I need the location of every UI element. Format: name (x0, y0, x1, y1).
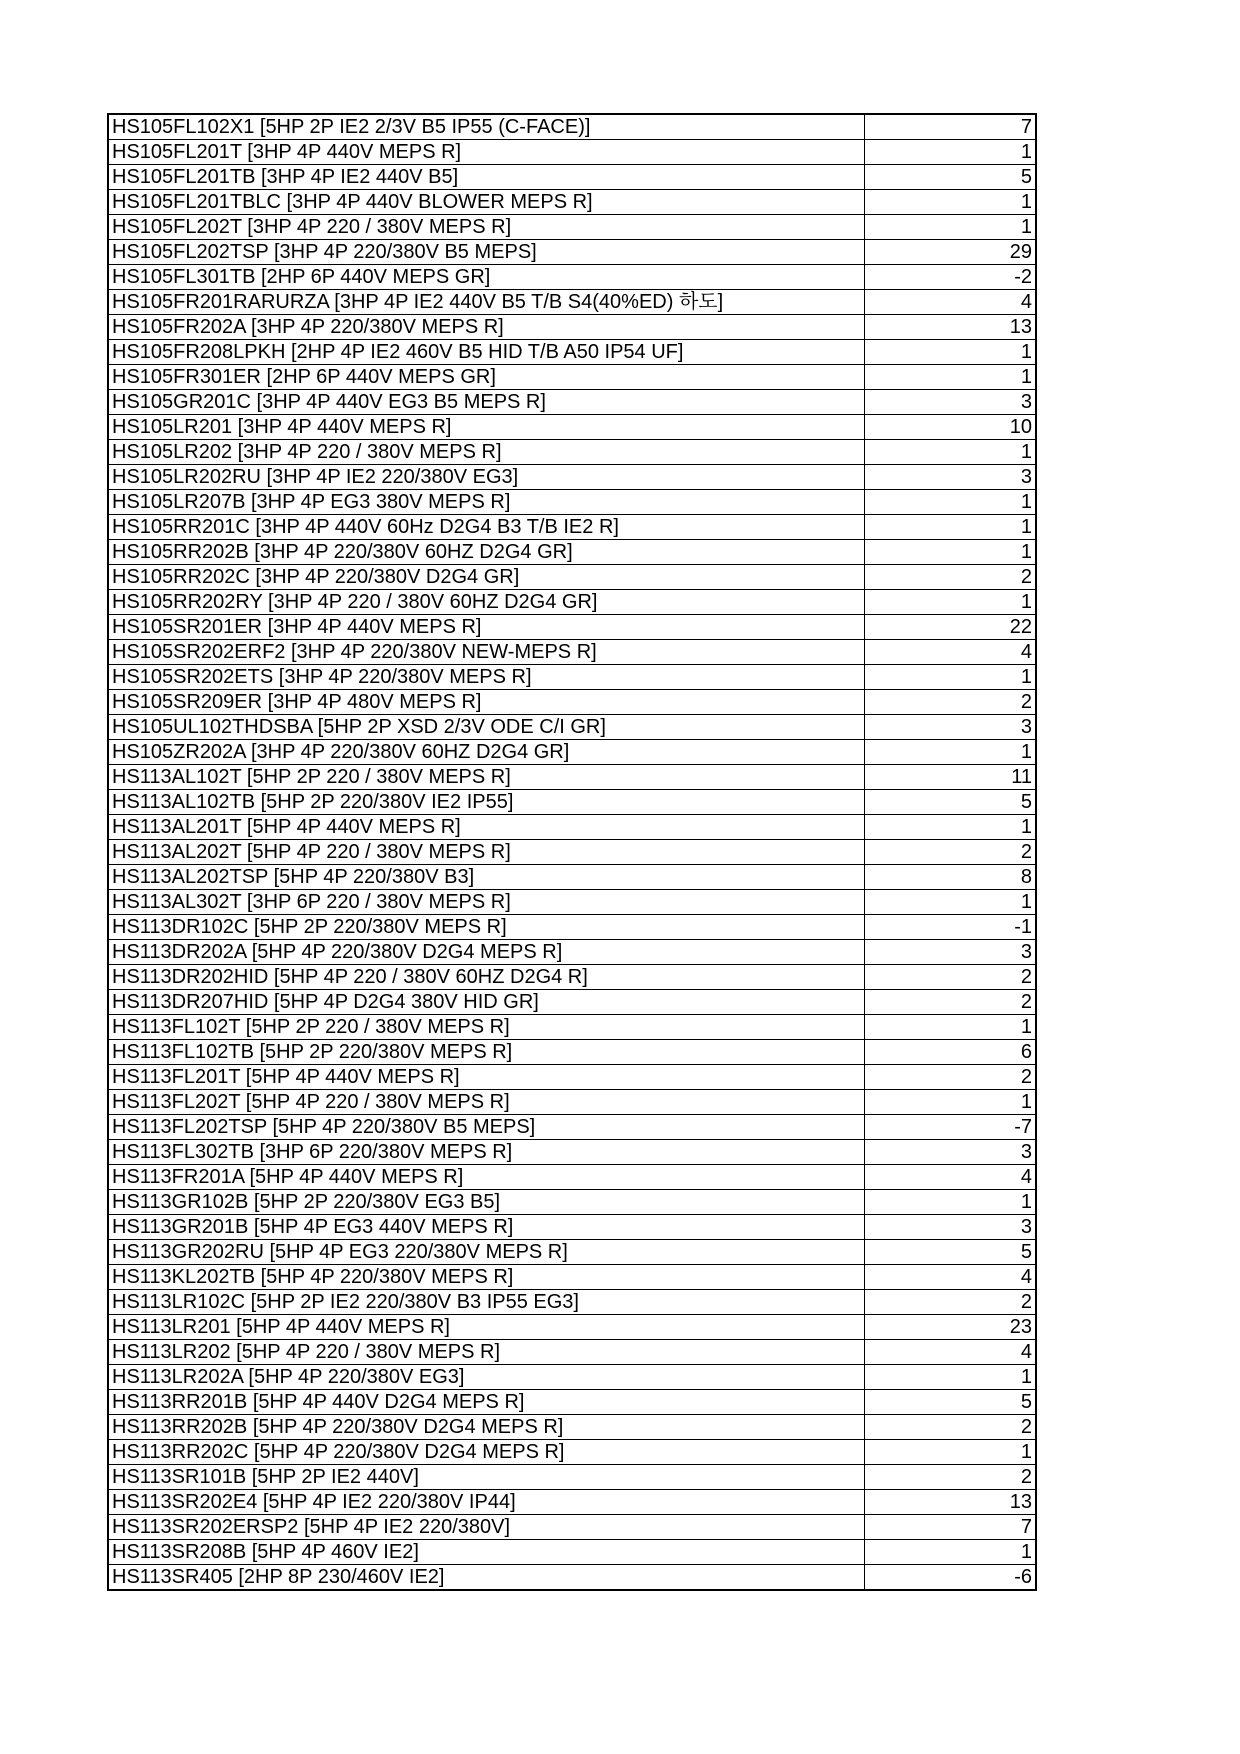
table-row (108, 1065, 1036, 1090)
table-row (108, 340, 1036, 365)
quantity-cell: 1 (864, 1540, 1036, 1565)
item-description-cell: HS113SR202E4 [5HP 4P IE2 220/380V IP44] (108, 1490, 864, 1515)
item-description-cell: HS113DR202A [5HP 4P 220/380V D2G4 MEPS R] (108, 940, 864, 965)
table-row (108, 640, 1036, 665)
item-description-cell: HS105SR209ER [3HP 4P 480V MEPS R] (108, 690, 864, 715)
quantity-cell: 2 (864, 840, 1036, 865)
quantity-cell: 3 (864, 715, 1036, 740)
table-row (108, 1565, 1036, 1591)
item-description-cell: HS113AL202TSP [5HP 4P 220/380V B3] (108, 865, 864, 890)
item-description-cell: HS113AL102TB [5HP 2P 220/380V IE2 IP55] (108, 790, 864, 815)
item-description-cell: HS113SR405 [2HP 8P 230/460V IE2] (108, 1565, 864, 1591)
table-row (108, 315, 1036, 340)
item-description-cell: HS113FL102TB [5HP 2P 220/380V MEPS R] (108, 1040, 864, 1065)
quantity-cell: -7 (864, 1115, 1036, 1140)
table-row (108, 265, 1036, 290)
quantity-cell: 2 (864, 1465, 1036, 1490)
item-description-cell: HS113AL302T [3HP 6P 220 / 380V MEPS R] (108, 890, 864, 915)
quantity-cell: 5 (864, 1390, 1036, 1415)
item-description-cell: HS105SR201ER [3HP 4P 440V MEPS R] (108, 615, 864, 640)
item-description-cell: HS113DR207HID [5HP 4P D2G4 380V HID GR] (108, 990, 864, 1015)
quantity-cell: 11 (864, 765, 1036, 790)
item-description-cell: HS113FL201T [5HP 4P 440V MEPS R] (108, 1065, 864, 1090)
item-description-cell: HS105FL201T [3HP 4P 440V MEPS R] (108, 140, 864, 165)
quantity-cell: 1 (864, 1090, 1036, 1115)
item-description-cell: HS113SR101B [5HP 2P IE2 440V] (108, 1465, 864, 1490)
item-description-cell: HS113LR202 [5HP 4P 220 / 380V MEPS R] (108, 1340, 864, 1365)
item-description-cell: HS113AL201T [5HP 4P 440V MEPS R] (108, 815, 864, 840)
quantity-cell: 2 (864, 1290, 1036, 1315)
item-description-cell: HS105FR208LPKH [2HP 4P IE2 460V B5 HID T/B A50 IP54 UF] (108, 340, 864, 365)
table-row (108, 1440, 1036, 1465)
item-description-cell: HS113GR202RU [5HP 4P EG3 220/380V MEPS R] (108, 1240, 864, 1265)
table-row (108, 1265, 1036, 1290)
table-row (108, 190, 1036, 215)
item-description-cell: HS105FL201TB [3HP 4P IE2 440V B5] (108, 165, 864, 190)
quantity-cell: 2 (864, 565, 1036, 590)
table-row (108, 465, 1036, 490)
table-row (108, 1415, 1036, 1440)
quantity-cell: 4 (864, 1265, 1036, 1290)
table-row (108, 940, 1036, 965)
table-row (108, 1090, 1036, 1115)
item-description-cell: HS105RR201C [3HP 4P 440V 60Hz D2G4 B3 T/B IE2 R] (108, 515, 864, 540)
table-row (108, 140, 1036, 165)
item-description-cell: HS113FL302TB [3HP 6P 220/380V MEPS R] (108, 1140, 864, 1165)
table-row (108, 365, 1036, 390)
item-description-cell: HS113KL202TB [5HP 4P 220/380V MEPS R] (108, 1265, 864, 1290)
item-description-cell: HS105FR301ER [2HP 6P 440V MEPS GR] (108, 365, 864, 390)
item-description-cell: HS113FR201A [5HP 4P 440V MEPS R] (108, 1165, 864, 1190)
quantity-cell: 2 (864, 1065, 1036, 1090)
table-row (108, 1515, 1036, 1540)
table-row (108, 114, 1036, 140)
quantity-cell: 7 (864, 114, 1036, 140)
quantity-cell: 6 (864, 1040, 1036, 1065)
table-row (108, 665, 1036, 690)
item-description-cell: HS105LR202 [3HP 4P 220 / 380V MEPS R] (108, 440, 864, 465)
quantity-cell: 1 (864, 215, 1036, 240)
quantity-cell: 1 (864, 740, 1036, 765)
quantity-cell: 5 (864, 1240, 1036, 1265)
quantity-cell: 2 (864, 690, 1036, 715)
table-row (108, 915, 1036, 940)
quantity-cell: 13 (864, 315, 1036, 340)
item-description-cell: HS113FL202T [5HP 4P 220 / 380V MEPS R] (108, 1090, 864, 1115)
item-description-cell: HS105UL102THDSBA [5HP 2P XSD 2/3V ODE C/I GR] (108, 715, 864, 740)
item-description-cell: HS105GR201C [3HP 4P 440V EG3 B5 MEPS R] (108, 390, 864, 415)
quantity-cell: 4 (864, 640, 1036, 665)
table-row (108, 1540, 1036, 1565)
item-description-cell: HS105RR202C [3HP 4P 220/380V D2G4 GR] (108, 565, 864, 590)
table-row (108, 515, 1036, 540)
quantity-cell: 1 (864, 815, 1036, 840)
quantity-cell: 2 (864, 965, 1036, 990)
item-description-cell: HS105FL301TB [2HP 6P 440V MEPS GR] (108, 265, 864, 290)
table-row (108, 1490, 1036, 1515)
quantity-cell: 1 (864, 1015, 1036, 1040)
table-row (108, 1315, 1036, 1340)
item-description-cell: HS113GR102B [5HP 2P 220/380V EG3 B5] (108, 1190, 864, 1215)
quantity-cell: 8 (864, 865, 1036, 890)
table-row (108, 490, 1036, 515)
item-description-cell: HS105FR202A [3HP 4P 220/380V MEPS R] (108, 315, 864, 340)
table-row (108, 1015, 1036, 1040)
quantity-cell: 4 (864, 290, 1036, 315)
inventory-table (107, 113, 1037, 1591)
table-row (108, 1340, 1036, 1365)
item-description-cell: HS113DR102C [5HP 2P 220/380V MEPS R] (108, 915, 864, 940)
quantity-cell: 1 (864, 665, 1036, 690)
table-row (108, 1290, 1036, 1315)
quantity-cell: 1 (864, 490, 1036, 515)
table-row (108, 1190, 1036, 1215)
item-description-cell: HS105ZR202A [3HP 4P 220/380V 60HZ D2G4 GR] (108, 740, 864, 765)
quantity-cell: 10 (864, 415, 1036, 440)
item-description-cell: HS105FL202T [3HP 4P 220 / 380V MEPS R] (108, 215, 864, 240)
item-description-cell: HS113GR201B [5HP 4P EG3 440V MEPS R] (108, 1215, 864, 1240)
table-row (108, 1165, 1036, 1190)
item-description-cell: HS105FR201RARURZA [3HP 4P IE2 440V B5 T/B S4(40%ED) 하도] (108, 290, 864, 315)
item-description-cell: HS105LR202RU [3HP 4P IE2 220/380V EG3] (108, 465, 864, 490)
item-description-cell: HS113FL202TSP [5HP 4P 220/380V B5 MEPS] (108, 1115, 864, 1140)
quantity-cell: 29 (864, 240, 1036, 265)
table-row (108, 1115, 1036, 1140)
quantity-cell: 1 (864, 1365, 1036, 1390)
table-row (108, 415, 1036, 440)
quantity-cell: 3 (864, 1140, 1036, 1165)
quantity-cell: 1 (864, 540, 1036, 565)
quantity-cell: 1 (864, 440, 1036, 465)
table-row (108, 815, 1036, 840)
table-row (108, 690, 1036, 715)
table-row (108, 590, 1036, 615)
quantity-cell: 3 (864, 1215, 1036, 1240)
quantity-cell: 5 (864, 790, 1036, 815)
item-description-cell: HS105FL102X1 [5HP 2P IE2 2/3V B5 IP55 (C-FACE)] (108, 114, 864, 140)
table-row (108, 540, 1036, 565)
item-description-cell: HS113DR202HID [5HP 4P 220 / 380V 60HZ D2G4 R] (108, 965, 864, 990)
table-row (108, 840, 1036, 865)
item-description-cell: HS105LR207B [3HP 4P EG3 380V MEPS R] (108, 490, 864, 515)
table-row (108, 390, 1036, 415)
item-description-cell: HS105RR202RY [3HP 4P 220 / 380V 60HZ D2G4 GR] (108, 590, 864, 615)
table-row (108, 165, 1036, 190)
item-description-cell: HS113RR201B [5HP 4P 440V D2G4 MEPS R] (108, 1390, 864, 1415)
table-row (108, 1140, 1036, 1165)
table-row (108, 865, 1036, 890)
quantity-cell: 1 (864, 190, 1036, 215)
table-row (108, 740, 1036, 765)
table-row (108, 715, 1036, 740)
item-description-cell: HS113FL102T [5HP 2P 220 / 380V MEPS R] (108, 1015, 864, 1040)
item-description-cell: HS105SR202ERF2 [3HP 4P 220/380V NEW-MEPS R] (108, 640, 864, 665)
quantity-cell: -6 (864, 1565, 1036, 1591)
quantity-cell: -2 (864, 265, 1036, 290)
item-description-cell: HS105SR202ETS [3HP 4P 220/380V MEPS R] (108, 665, 864, 690)
item-description-cell: HS113AL202T [5HP 4P 220 / 380V MEPS R] (108, 840, 864, 865)
quantity-cell: 2 (864, 990, 1036, 1015)
table-row (108, 965, 1036, 990)
item-description-cell: HS113LR202A [5HP 4P 220/380V EG3] (108, 1365, 864, 1390)
quantity-cell: 1 (864, 140, 1036, 165)
table-row (108, 1240, 1036, 1265)
quantity-cell: 5 (864, 165, 1036, 190)
table-row (108, 1365, 1036, 1390)
quantity-cell: 1 (864, 1440, 1036, 1465)
table-row (108, 615, 1036, 640)
quantity-cell: 1 (864, 890, 1036, 915)
table-row (108, 215, 1036, 240)
quantity-cell: 1 (864, 365, 1036, 390)
table-row (108, 1040, 1036, 1065)
table-row (108, 990, 1036, 1015)
quantity-cell: 3 (864, 390, 1036, 415)
quantity-cell: 13 (864, 1490, 1036, 1515)
quantity-cell: 1 (864, 515, 1036, 540)
quantity-cell: 4 (864, 1340, 1036, 1365)
quantity-cell: 2 (864, 1415, 1036, 1440)
quantity-cell: -1 (864, 915, 1036, 940)
table-row (108, 565, 1036, 590)
quantity-cell: 23 (864, 1315, 1036, 1340)
table-row (108, 790, 1036, 815)
table-row (108, 240, 1036, 265)
item-description-cell: HS113RR202B [5HP 4P 220/380V D2G4 MEPS R] (108, 1415, 864, 1440)
item-description-cell: HS113LR102C [5HP 2P IE2 220/380V B3 IP55 EG3] (108, 1290, 864, 1315)
quantity-cell: 1 (864, 590, 1036, 615)
quantity-cell: 1 (864, 340, 1036, 365)
item-description-cell: HS105RR202B [3HP 4P 220/380V 60HZ D2G4 GR] (108, 540, 864, 565)
quantity-cell: 1 (864, 1190, 1036, 1215)
item-description-cell: HS105LR201 [3HP 4P 440V MEPS R] (108, 415, 864, 440)
item-description-cell: HS105FL201TBLC [3HP 4P 440V BLOWER MEPS R] (108, 190, 864, 215)
quantity-cell: 7 (864, 1515, 1036, 1540)
item-description-cell: HS113LR201 [5HP 4P 440V MEPS R] (108, 1315, 864, 1340)
item-description-cell: HS113AL102T [5HP 2P 220 / 380V MEPS R] (108, 765, 864, 790)
quantity-cell: 3 (864, 940, 1036, 965)
item-description-cell: HS113SR202ERSP2 [5HP 4P IE2 220/380V] (108, 1515, 864, 1540)
table-row (108, 765, 1036, 790)
table-row (108, 1215, 1036, 1240)
inventory-table-body (108, 114, 1036, 1590)
quantity-cell: 4 (864, 1165, 1036, 1190)
item-description-cell: HS113RR202C [5HP 4P 220/380V D2G4 MEPS R] (108, 1440, 864, 1465)
quantity-cell: 22 (864, 615, 1036, 640)
quantity-cell: 3 (864, 465, 1036, 490)
table-row (108, 1465, 1036, 1490)
table-row (108, 290, 1036, 315)
table-row (108, 1390, 1036, 1415)
item-description-cell: HS113SR208B [5HP 4P 460V IE2] (108, 1540, 864, 1565)
item-description-cell: HS105FL202TSP [3HP 4P 220/380V B5 MEPS] (108, 240, 864, 265)
table-row (108, 440, 1036, 465)
table-row (108, 890, 1036, 915)
